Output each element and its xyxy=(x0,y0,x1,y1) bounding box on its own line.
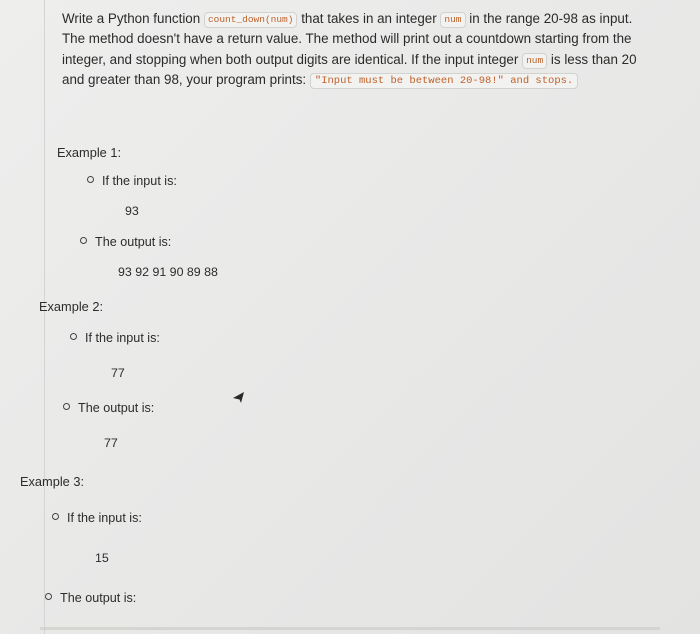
example-3-heading: Example 3: xyxy=(20,474,85,489)
example-3-input-value: 15 xyxy=(95,551,109,565)
problem-statement xyxy=(62,9,647,91)
num-code-chip-2: num xyxy=(522,53,547,69)
example-1-output-value: 93 92 91 90 89 88 xyxy=(118,265,218,279)
function-code-chip: count_down(num) xyxy=(204,12,298,28)
example-1-input-label: If the input is: xyxy=(87,174,177,188)
prompt-text-4: is less than 20 and greater than 98, your program prints: xyxy=(62,51,637,88)
example-1-heading: Example 1: xyxy=(57,145,122,160)
example-3-input-label: If the input is: xyxy=(52,511,142,525)
example-1-output-label: The output is: xyxy=(80,235,171,249)
example-2-output-value: 77 xyxy=(104,436,118,450)
example-1-input-value: 93 xyxy=(125,204,139,218)
error-message-code-chip: "Input must be between 20-98!" and stops. xyxy=(310,73,578,89)
example-3-output-label: The output is: xyxy=(45,591,136,605)
example-2-output-label: The output is: xyxy=(63,401,154,415)
prompt-text-2: that takes in an integer xyxy=(301,11,437,26)
prompt-text-3: in the range 20-98 as input. The method doesn't have a return value. The method will print out a countdown starting from the integer, and stopping when both output digits are identical. If the input integer xyxy=(62,11,633,67)
bottom-divider xyxy=(40,627,660,630)
prompt-text-1: Write a Python function xyxy=(62,11,201,26)
example-2-heading: Example 2: xyxy=(39,299,104,314)
example-2-input-value: 77 xyxy=(111,366,125,380)
mouse-pointer-icon xyxy=(232,390,246,406)
example-2-input-label: If the input is: xyxy=(70,331,160,345)
num-code-chip: num xyxy=(440,12,465,28)
left-margin-line xyxy=(44,0,45,634)
